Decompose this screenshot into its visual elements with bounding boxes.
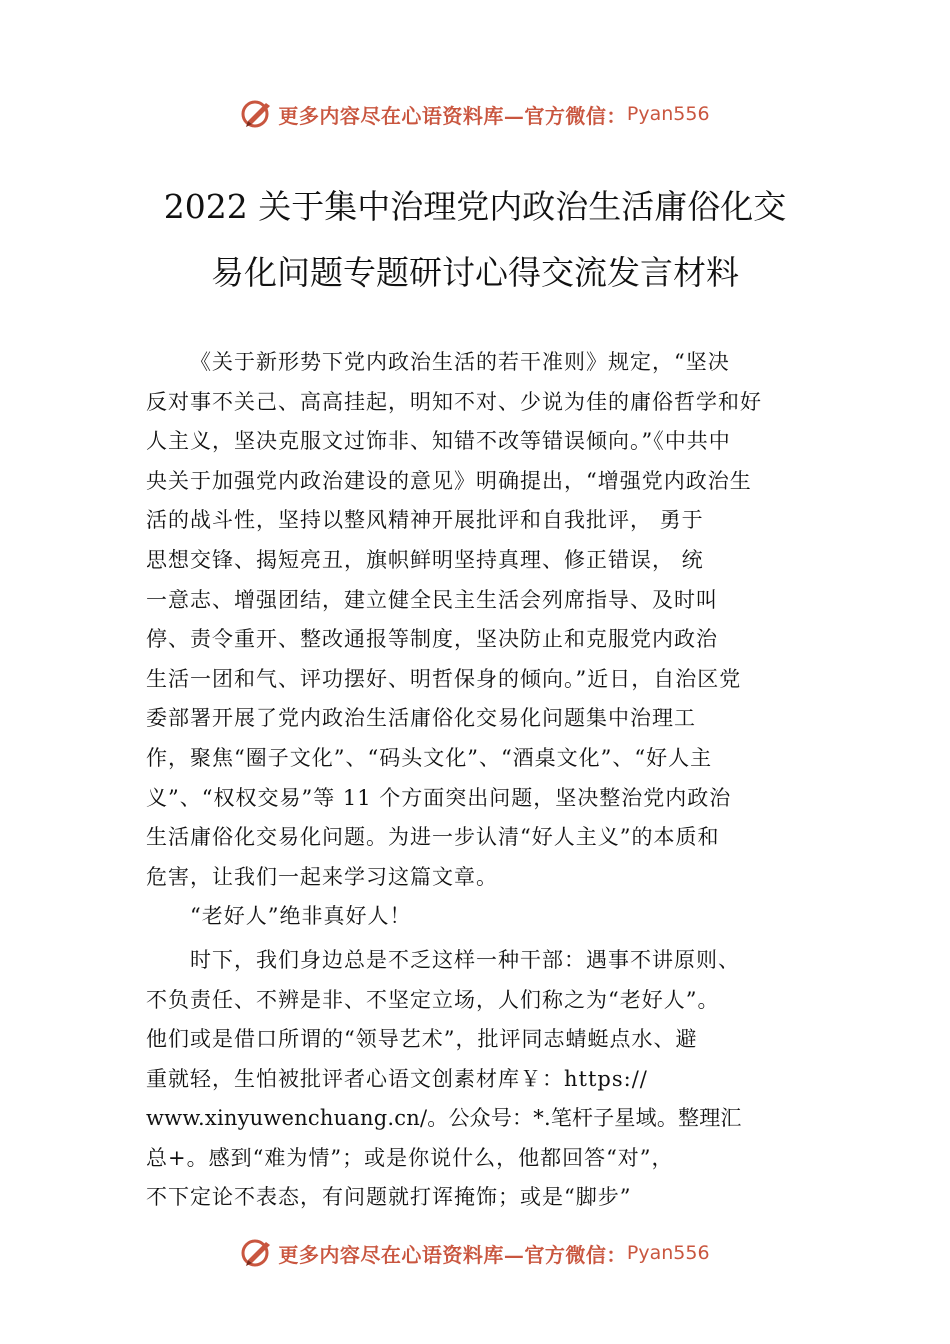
body-line: 一意志、增强团结，建立健全民主生活会列席指导、及时叫 (146, 587, 718, 612)
body-line: 委部署开展了党内政治生活庸俗化交易化问题集中治理工 (146, 706, 696, 731)
body-line: 义”、“权权交易”等 11 个方面突出问题，坚决整治党内政治 (146, 785, 732, 810)
body-line: 活的战斗性，坚持以整风精神开展批评和自我批评， 勇于 (146, 508, 704, 533)
header-banner (0, 94, 950, 134)
section-heading: “老好人”绝非真好人！ (190, 904, 412, 929)
title-line: 2022 关于集中治理党内政治生活庸俗化交 (163, 187, 787, 226)
banner-text: 更多内容尽在心语资料库—官方微信： (278, 1242, 627, 1267)
body-line: 不下定论不表态，有问题就打诨掩饰；或是“脚步” (146, 1185, 632, 1210)
title-line: 易化问题专题研讨心得交流发言材料 (211, 253, 739, 292)
document-body (146, 343, 826, 1218)
body-line: 央关于加强党内政治建设的意见》明确提出，“增强党内政治生 (146, 468, 752, 493)
pen-logo-icon (240, 1236, 274, 1270)
body-line: 作，聚焦“圈子文化”、“码头文化”、“酒桌文化”、“好人主 (146, 745, 713, 770)
banner-text: 更多内容尽在心语资料库—官方微信： (278, 103, 627, 128)
body-line: www.xinyuwenchuang.cn/。公众号：*.笔杆子星域。整理汇 (146, 1106, 742, 1131)
footer-banner (0, 1233, 950, 1273)
body-line: 不负责任、不辨是非、不坚定立场，人们称之为“老好人”。 (146, 987, 720, 1012)
body-line: 《关于新形势下党内政治生活的若干准则》规定，“坚决 (190, 350, 730, 374)
body-line: 生活一团和气、评功摆好、明哲保身的倾向。”近日，自治区党 (146, 666, 742, 691)
body-line: 他们或是借口所谓的“领导艺术”，批评同志蜻蜓点水、避 (146, 1027, 698, 1052)
body-line: 反对事不关己、高高挂起，明知不对、少说为佳的庸俗哲学和好 (146, 389, 762, 414)
document-title (60, 184, 890, 316)
pen-logo-icon (240, 97, 274, 131)
banner-wechat-id: Pyan556 (626, 103, 710, 125)
body-line: 生活庸俗化交易化问题。为进一步认清“好人主义”的本质和 (146, 825, 720, 850)
body-line: 总+。感到“难为情”；或是你说什么，他都回答“对”， (146, 1145, 674, 1170)
body-line: 危害，让我们一起来学习这篇文章。 (146, 864, 498, 889)
body-line: 时下，我们身边总是不乏这样一种干部：遇事不讲原则、 (190, 947, 740, 972)
body-line: 停、责令重开、整改通报等制度，坚决防止和克服党内政治 (146, 627, 718, 652)
body-line: 人主义，坚决克服文过饰非、知错不改等错误倾向。”《中共中 (146, 429, 731, 454)
body-line: 思想交锋、揭短亮丑，旗帜鲜明坚持真理、修正错误， 统 (146, 547, 704, 572)
banner-wechat-id: Pyan556 (626, 1242, 710, 1264)
body-line: 重就轻，生怕被批评者心语文创素材库￥：https:// (146, 1066, 648, 1091)
